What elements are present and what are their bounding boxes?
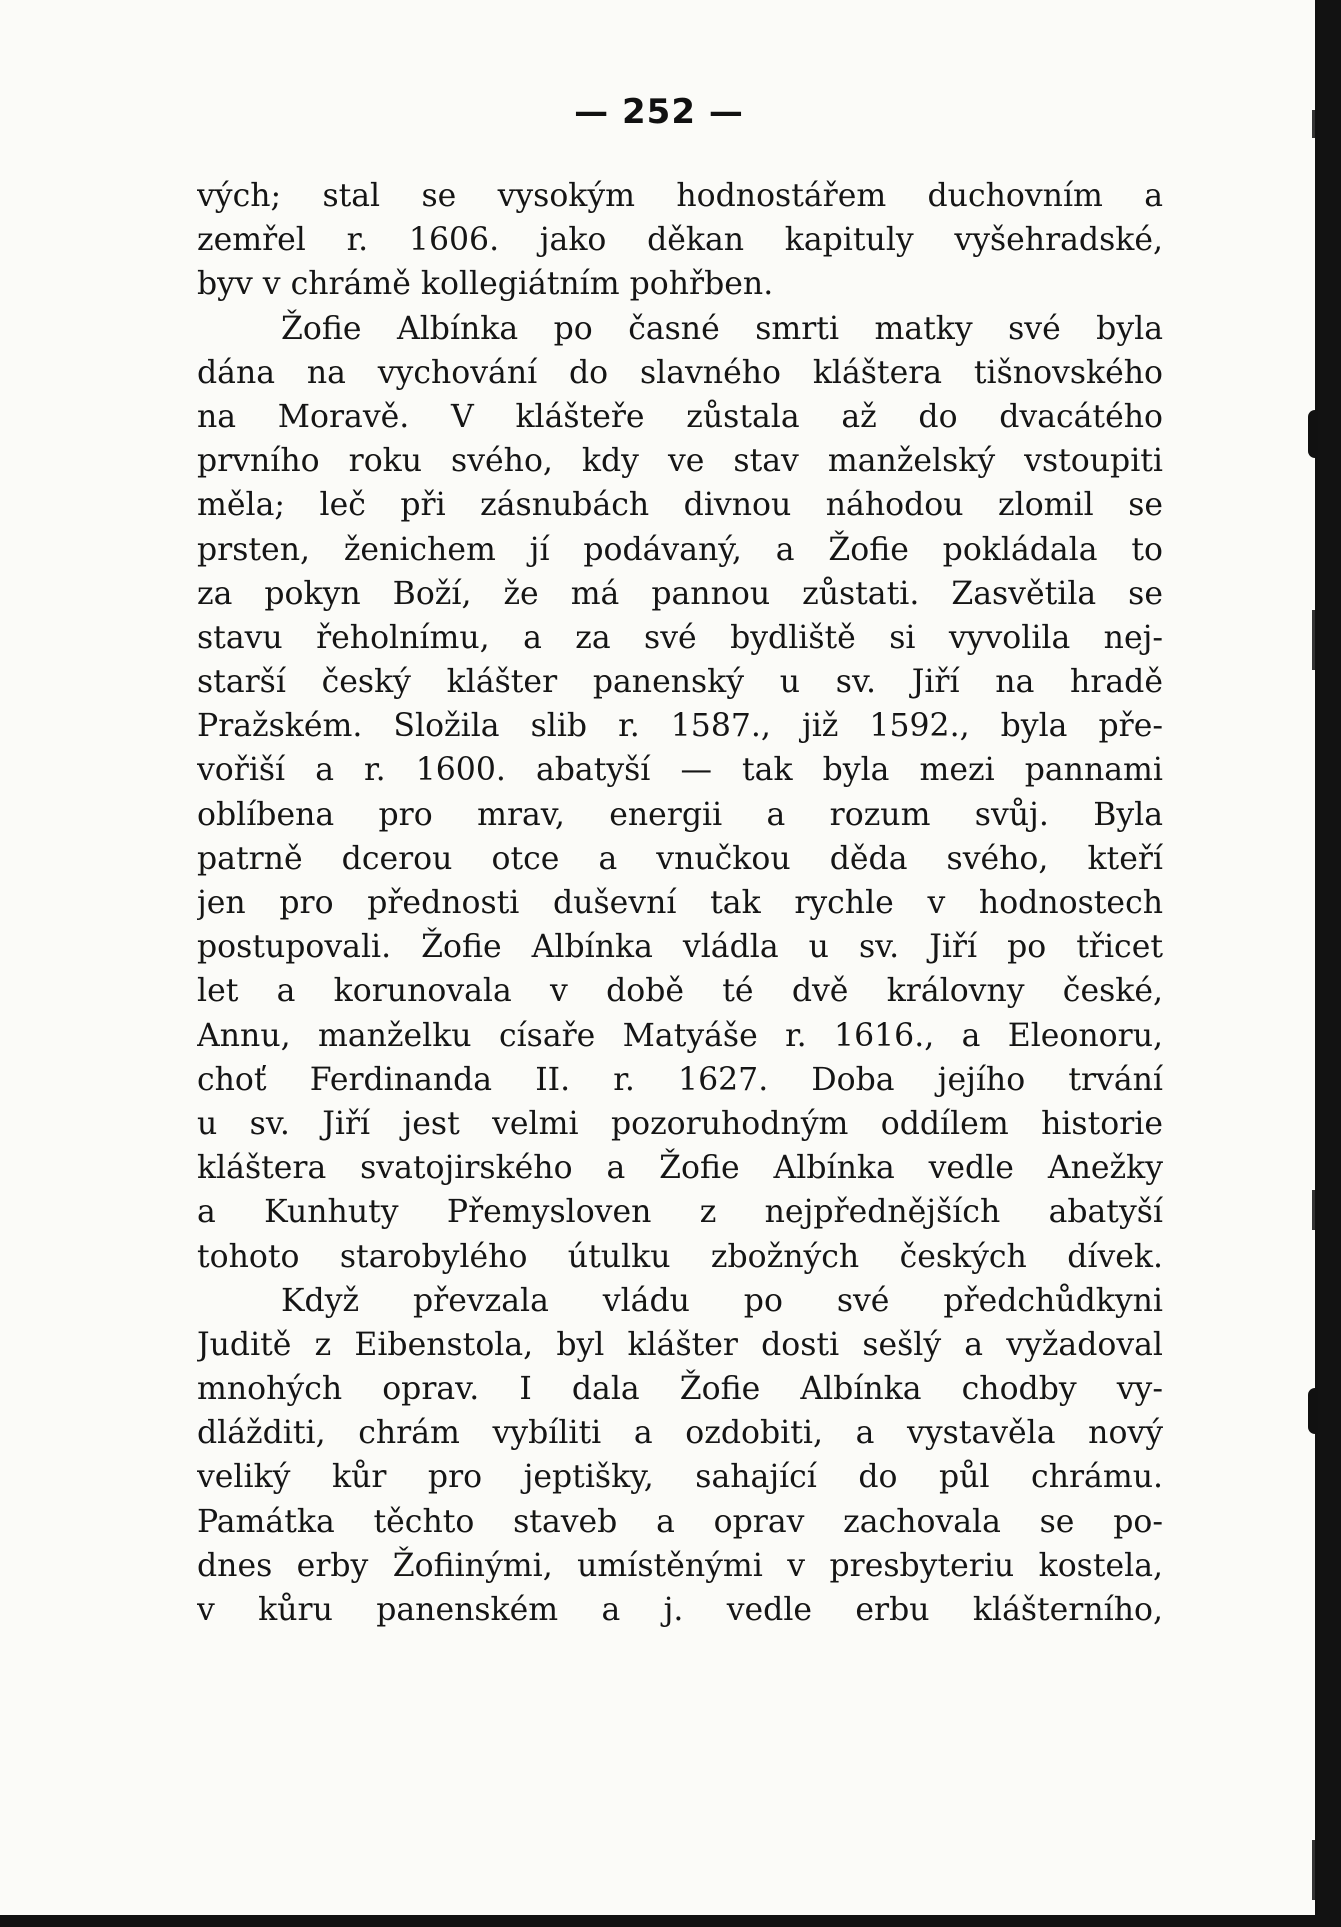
text-line: byv v chrámě kollegiátním pohřben.: [197, 266, 774, 303]
text-line: mnohých oprav. I dala Žofie Albínka chodby vy-: [197, 1371, 1163, 1408]
text-line: zemřel r. 1606. jako děkan kapituly vyšehradské,: [197, 222, 1163, 259]
scan-edge-right: [1318, 0, 1341, 1927]
text-line: tohoto starobylého útulku zbožných českých dívek.: [197, 1238, 1163, 1275]
text-line: na Moravě. V klášteře zůstala až do dvacátého: [197, 398, 1163, 435]
text-line: choť Ferdinanda II. r. 1627. Doba jejího trvání: [197, 1061, 1163, 1098]
text-line: patrně dcerou otce a vnučkou děda svého, kteří: [197, 840, 1163, 877]
text-line: Když převzala vládu po své předchůdkyni: [281, 1282, 1163, 1319]
scan-edge-bottom: [0, 1915, 1341, 1927]
text-line: a Kunhuty Přemysloven z nejpřednějších abatyší: [197, 1194, 1163, 1231]
text-line: dnes erby Žofiinými, umístěnými v presbyteriu kostela,: [197, 1547, 1163, 1584]
binding-tick: [1312, 610, 1315, 670]
text-line: oblíbena pro mrav, energii a rozum svůj. Byla: [197, 796, 1163, 833]
text-line: Juditě z Eibenstola, byl klášter dosti sešlý a vyžadoval: [197, 1326, 1163, 1363]
binding-tick: [1312, 1190, 1315, 1230]
text-line: starší český klášter panenský u sv. Jiří na hradě: [197, 664, 1163, 701]
text-line: dána na vychování do slavného kláštera tišnovského: [197, 354, 1163, 391]
text-line: vých; stal se vysokým hodnostářem duchovním a: [197, 178, 1163, 214]
text-line: stavu řeholnímu, a za své bydliště si vyvolila nej-: [197, 619, 1163, 656]
body-text: [197, 174, 1163, 1632]
page-number: — 252 —: [574, 92, 744, 132]
binding-tick: [1312, 1840, 1315, 1900]
text-line: Pražském. Složila slib r. 1587., již 1592., byla pře-: [197, 708, 1163, 745]
text-line: prvního roku svého, kdy ve stav manželský vstoupiti: [197, 443, 1163, 480]
text-line: Annu, manželku císaře Matyáše r. 1616., a Eleonoru,: [197, 1017, 1163, 1054]
text-line: u sv. Jiří jest velmi pozoruhodným oddílem historie: [197, 1105, 1163, 1142]
text-line: postupovali. Žofie Albínka vládla u sv. Jiří po třicet: [197, 929, 1163, 966]
text-line: veliký kůr pro jeptišky, sahající do půl chrámu.: [197, 1459, 1163, 1496]
binding-tick: [1312, 110, 1315, 138]
text-line: v kůru panenském a j. vedle erbu klášterního,: [197, 1592, 1163, 1628]
text-line: Památka těchto staveb a oprav zachovala se po-: [197, 1503, 1163, 1540]
text-line: jen pro přednosti duševní tak rychle v hodnostech: [197, 885, 1163, 921]
text-line: dlážditi, chrám vybíliti a ozdobiti, a vystavěla nový: [197, 1415, 1163, 1452]
text-line: vořiší a r. 1600. abatyší — tak byla mezi pannami: [197, 752, 1163, 789]
text-line: kláštera svatojirského a Žofie Albínka vedle Anežky: [197, 1150, 1163, 1187]
text-line: měla; leč při zásnubách divnou náhodou zlomil se: [197, 487, 1163, 524]
text-line: prsten, ženichem jí podávaný, a Žofie pokládala to: [197, 531, 1163, 568]
text-line: za pokyn Boží, že má pannou zůstati. Zasvětila se: [197, 575, 1163, 612]
text-line: Žofie Albínka po časné smrti matky své byla: [281, 310, 1163, 347]
text-line: let a korunovala v době té dvě královny české,: [197, 973, 1163, 1010]
